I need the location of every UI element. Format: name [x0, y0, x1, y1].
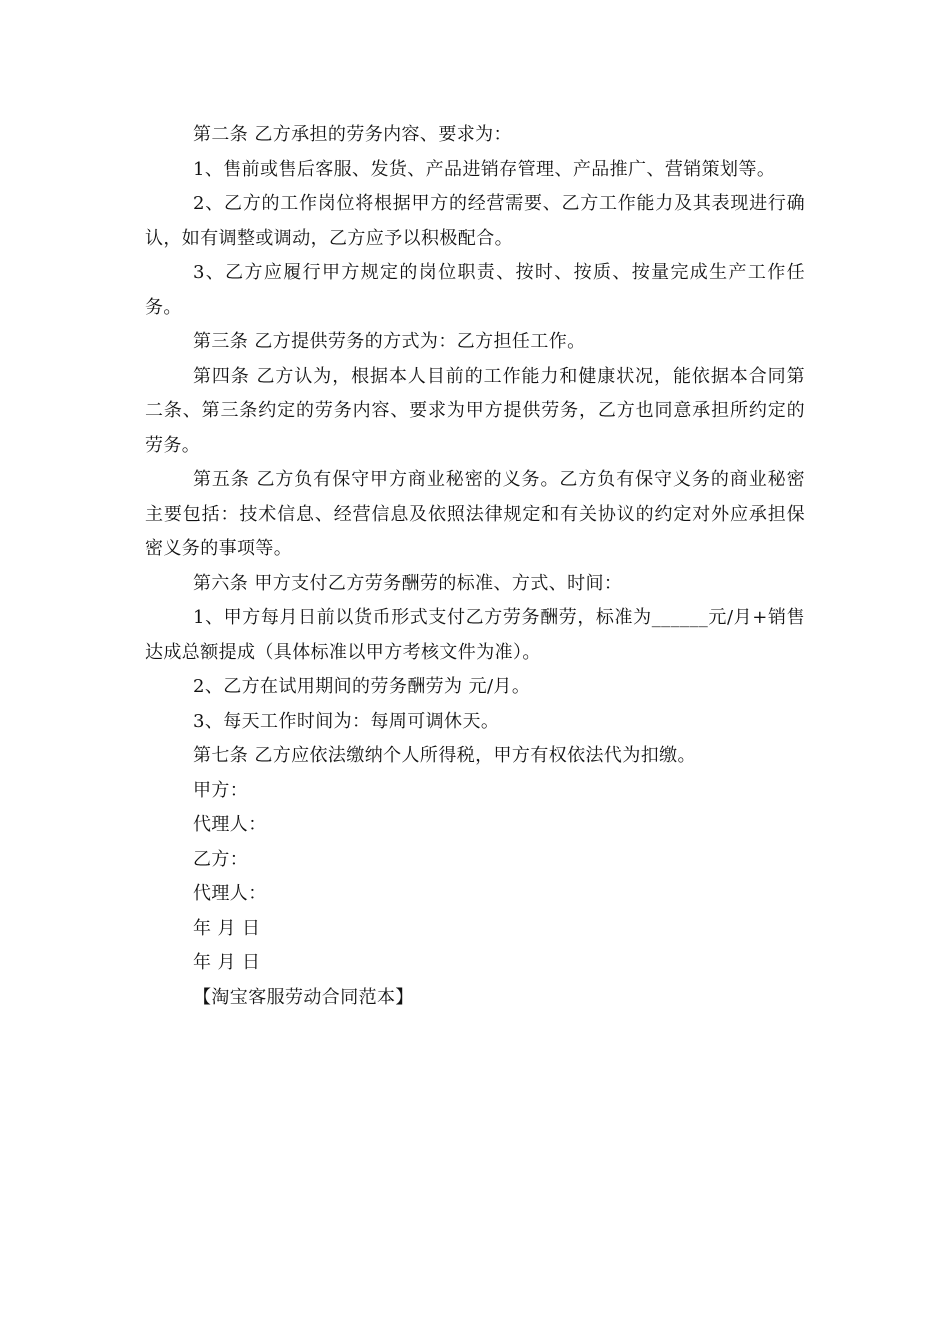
article-3: 第三条 乙方提供劳务的方式为：乙方担任工作。 — [193, 331, 586, 352]
party-b-label: 乙方： — [193, 848, 249, 870]
contract-body — [145, 118, 805, 1015]
party-a-agent-label: 代理人： — [193, 814, 267, 835]
article-6-item-1: 1、甲方每月日前以货币形式支付乙方劳务酬劳，标准为______元/月+销售达成总额提成（具体标准以甲方考核文件为准）。 — [145, 607, 805, 663]
article-2-item-3: 3、乙方应履行甲方规定的岗位职责、按时、按质、按量完成生产工作任务。 — [145, 262, 805, 318]
party-a-label: 甲方： — [193, 779, 249, 801]
article-5: 第五条 乙方负有保守甲方商业秘密的义务。乙方负有保守义务的商业秘密主要包括：技术信息、经营信息及依照法律规定和有关协议的约定对外应承担保密义务的事项等。 — [145, 469, 805, 559]
party-b-agent-label: 代理人： — [193, 883, 267, 904]
article-7: 第七条 乙方应依法缴纳个人所得税，甲方有权依法代为扣缴。 — [193, 745, 696, 766]
article-2-item-1: 1、售前或售后客服、发货、产品进销存管理、产品推广、营销策划等。 — [193, 158, 776, 180]
article-6-item-2: 2、乙方在试用期间的劳务酬劳为 元/月。 — [193, 676, 531, 697]
article-6-heading: 第六条 甲方支付乙方劳务酬劳的标准、方式、时间： — [193, 572, 623, 594]
date-line-a: 年 月 日 — [193, 917, 261, 939]
article-2-heading: 第二条 乙方承担的劳务内容、要求为： — [193, 124, 512, 145]
article-4: 第四条 乙方认为，根据本人目前的工作能力和健康状况，能依据本合同第二条、第三条约定的劳务内容、要求为甲方提供劳务，乙方也同意承担所约定的劳务。 — [145, 365, 805, 456]
article-6-item-3: 3、每天工作时间为：每周可调休天。 — [193, 710, 500, 732]
document-title-footer: 【淘宝客服劳动合同范本】 — [193, 986, 414, 1008]
article-2-item-2: 2、乙方的工作岗位将根据甲方的经营需要、乙方工作能力及其表现进行确认，如有调整或调动，乙方应予以积极配合。 — [145, 193, 805, 249]
date-line-b: 年 月 日 — [193, 952, 261, 973]
